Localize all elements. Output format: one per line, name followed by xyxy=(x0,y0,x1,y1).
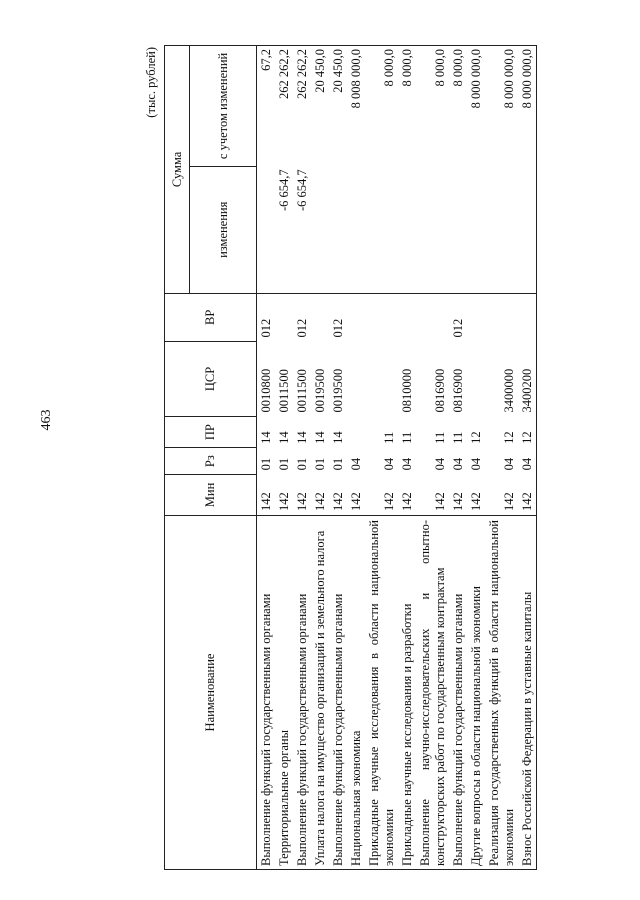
document-body xyxy=(142,45,562,870)
row-csr: 0816900 xyxy=(451,368,465,413)
header-name: Наименование xyxy=(165,516,257,870)
row-min: 142 xyxy=(449,474,467,515)
row-total: 8 000,0 xyxy=(416,46,449,167)
row-rz: 04 xyxy=(382,457,396,471)
row-name: Выполнение функций государственными органами xyxy=(257,516,276,870)
row-total: 8 000,0 xyxy=(398,46,416,167)
row-rz: 01 xyxy=(313,457,327,471)
row-pr: 12 xyxy=(502,431,516,444)
row-name: Выполнение функций государственными органами xyxy=(329,516,347,870)
row-pr: 11 xyxy=(451,431,465,444)
row-total: 20 450,0 xyxy=(329,46,347,167)
row-vr xyxy=(365,293,398,341)
row-change xyxy=(329,166,347,293)
row-min: 142 xyxy=(365,474,398,515)
row-pr: 14 xyxy=(259,431,273,444)
row-name: Выполнение функций государственными органами xyxy=(293,516,311,870)
table-row xyxy=(347,46,365,870)
row-csr: 0019500 xyxy=(331,368,345,413)
row-rz: 04 xyxy=(469,457,483,471)
row-vr xyxy=(485,293,518,341)
table-row xyxy=(257,46,276,870)
header-pr: ПР xyxy=(165,416,257,447)
row-change xyxy=(467,166,485,293)
row-total: 67,2 xyxy=(257,46,276,167)
row-total: 262 262,2 xyxy=(275,46,293,167)
row-name: Выполнение научно-исследовательских и опытно-конструкторских работ по государственным контрактам xyxy=(416,516,449,870)
row-min: 142 xyxy=(311,474,329,515)
row-vr: 012 xyxy=(295,318,309,338)
row-total: 8 000 000,0 xyxy=(518,46,537,167)
row-name: Прикладные научные исследования в области национальной экономики xyxy=(365,516,398,870)
row-change xyxy=(485,166,518,293)
row-rz: 04 xyxy=(502,457,516,471)
header-with-changes: с учетом изменений xyxy=(190,46,257,167)
row-change xyxy=(347,166,365,293)
row-pr: 11 xyxy=(400,431,414,444)
row-rz: 04 xyxy=(349,457,363,471)
header-sum: Сумма xyxy=(165,46,190,294)
row-pr: 14 xyxy=(331,431,345,444)
row-vr: 012 xyxy=(259,318,273,338)
row-min: 142 xyxy=(485,474,518,515)
table-row xyxy=(365,46,398,870)
row-rz: 01 xyxy=(259,457,273,471)
row-pr: 14 xyxy=(277,431,291,444)
header-csr: ЦСР xyxy=(165,342,257,417)
row-pr: 14 xyxy=(295,431,309,444)
row-rz: 04 xyxy=(518,448,537,475)
row-rz: 01 xyxy=(295,457,309,471)
row-vr xyxy=(398,293,416,341)
table-row xyxy=(416,46,449,870)
row-pr: 12 xyxy=(518,416,537,447)
row-change xyxy=(518,166,537,293)
row-min: 142 xyxy=(329,474,347,515)
row-csr: 0019500 xyxy=(313,368,327,413)
row-change xyxy=(416,166,449,293)
row-vr xyxy=(416,293,449,341)
table-row xyxy=(275,46,293,870)
row-min: 142 xyxy=(293,474,311,515)
row-name: Национальная экономика xyxy=(347,516,365,870)
row-csr: 0810000 xyxy=(400,368,414,413)
row-csr: 0011500 xyxy=(295,369,309,413)
row-pr: 14 xyxy=(313,431,327,444)
row-change xyxy=(449,166,467,293)
row-name: Прикладные научные исследования и разработки xyxy=(398,516,416,870)
row-pr: 11 xyxy=(433,431,447,444)
row-vr: 012 xyxy=(451,318,465,338)
header-vr: ВР xyxy=(165,293,257,341)
row-pr: 11 xyxy=(382,431,396,444)
row-name: Территориальные органы xyxy=(275,516,293,870)
row-vr xyxy=(518,293,537,341)
row-change xyxy=(311,166,329,293)
row-min: 142 xyxy=(275,474,293,515)
row-name: Уплата налога на имущество организаций и земельного налога xyxy=(311,516,329,870)
row-vr xyxy=(347,293,365,341)
row-rz: 04 xyxy=(433,457,447,471)
row-name: Реализация государственных функций в области национальной экономики xyxy=(485,516,518,870)
row-pr xyxy=(347,416,365,447)
row-total: 8 000,0 xyxy=(449,46,467,167)
table-row xyxy=(329,46,347,870)
row-min: 142 xyxy=(398,474,416,515)
header-rz: Рз xyxy=(165,448,257,475)
row-min: 142 xyxy=(518,474,537,515)
table-row xyxy=(449,46,467,870)
row-csr: 3400000 xyxy=(502,368,516,413)
row-name: Выполнение функций государственными органами xyxy=(449,516,467,870)
row-name: Взнос Российской Федерации в уставные капиталы xyxy=(518,516,537,870)
table-row xyxy=(518,46,537,870)
row-csr: 0010800 xyxy=(259,368,273,413)
row-change xyxy=(257,166,276,293)
row-csr xyxy=(467,342,485,417)
row-pr: 12 xyxy=(469,431,483,444)
page-number: 463 xyxy=(39,409,54,431)
budget-table xyxy=(164,45,537,870)
row-csr: 3400200 xyxy=(518,342,537,417)
row-csr xyxy=(365,342,398,417)
row-vr xyxy=(275,293,293,341)
row-rz: 01 xyxy=(277,457,291,471)
row-rz: 04 xyxy=(451,457,465,471)
row-total: 8 000,0 xyxy=(365,46,398,167)
row-total: 20 450,0 xyxy=(311,46,329,167)
row-name: Другие вопросы в области национальной экономики xyxy=(467,516,485,870)
row-min: 142 xyxy=(416,474,449,515)
row-min: 142 xyxy=(467,474,485,515)
table-row xyxy=(311,46,329,870)
table-row xyxy=(485,46,518,870)
row-change: -6 654,7 xyxy=(275,166,293,293)
row-rz: 04 xyxy=(400,457,414,471)
row-csr: 0816900 xyxy=(433,368,447,413)
header-changes: изменения xyxy=(190,166,257,293)
row-rz: 01 xyxy=(331,457,345,471)
row-total: 8 000 000,0 xyxy=(467,46,485,167)
row-min: 142 xyxy=(347,474,365,515)
row-total: 262 262,2 xyxy=(293,46,311,167)
header-min: Мин xyxy=(165,474,257,515)
table-row xyxy=(293,46,311,870)
row-change xyxy=(365,166,398,293)
table-row xyxy=(467,46,485,870)
row-vr xyxy=(467,293,485,341)
table-row xyxy=(398,46,416,870)
units-note: (тыс. рублей) xyxy=(144,47,158,118)
row-total: 8 008 000,0 xyxy=(347,46,365,167)
row-vr xyxy=(311,293,329,341)
row-csr: 0011500 xyxy=(277,369,291,413)
row-change: -6 654,7 xyxy=(293,166,311,293)
row-csr xyxy=(347,342,365,417)
row-total: 8 000 000,0 xyxy=(485,46,518,167)
row-min: 142 xyxy=(257,474,276,515)
row-vr: 012 xyxy=(331,318,345,338)
row-change xyxy=(398,166,416,293)
